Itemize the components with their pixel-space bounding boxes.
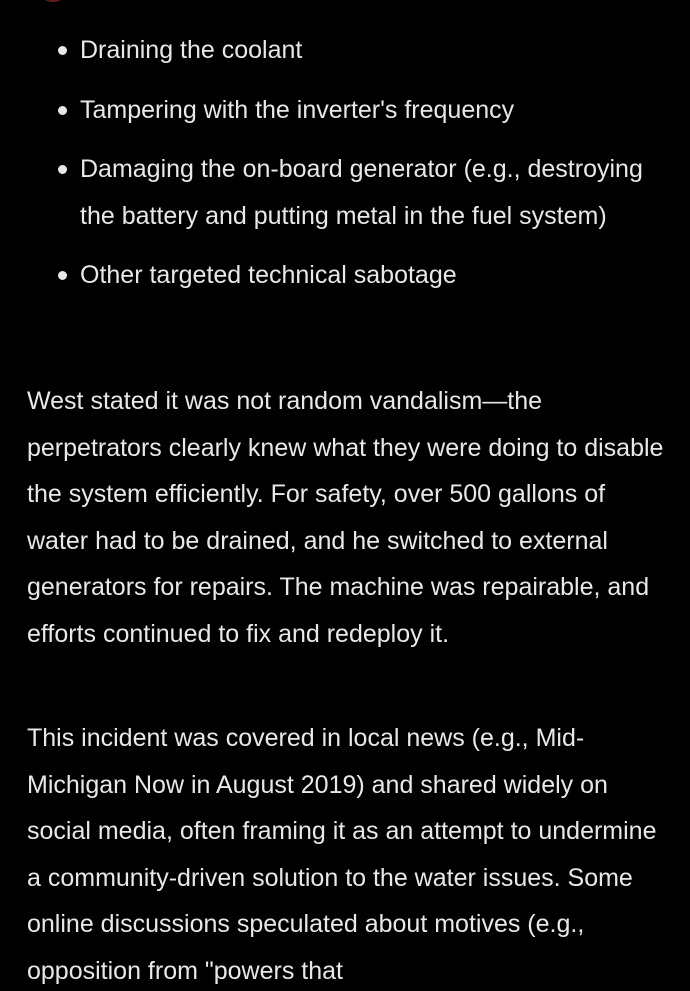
list-item [0, 87, 690, 134]
paragraph-west-statement: West stated it was not random vandalism—the perpetrators clearly knew what they were doing to disable the system efficiently. For safety, over 500 gallons of water had to be drained, and he switched to external generators for repairs. The machine was repairable, and efforts continued to fix and redeploy it. [27, 387, 664, 648]
list-item-text: Other targeted technical sabotage [80, 261, 457, 289]
list-item [0, 27, 690, 74]
paragraph-news-coverage: This incident was covered in local news (e.g., Mid-Michigan Now in August 2019) and shared widely on social media, often framing it as an attempt to undermine a community-driven solution to the water issues. Some online discussions speculated about motives (e.g., opposition from "powers that [27, 724, 657, 985]
sabotage-list [0, 27, 690, 312]
list-item-text: Damaging the on-board generator (e.g., destroying the battery and putting metal in the fuel system) [80, 155, 643, 230]
bullet-dot-icon [58, 46, 67, 55]
bullet-dot-icon [58, 271, 67, 280]
bullet-dot-icon [58, 165, 67, 174]
avatar-fragment [40, 0, 66, 2]
list-item-text: Draining the coolant [80, 36, 303, 64]
bullet-dot-icon [58, 106, 67, 115]
list-item [0, 252, 690, 299]
list-item [0, 146, 690, 239]
list-item-text: Tampering with the inverter's frequency [80, 95, 515, 124]
